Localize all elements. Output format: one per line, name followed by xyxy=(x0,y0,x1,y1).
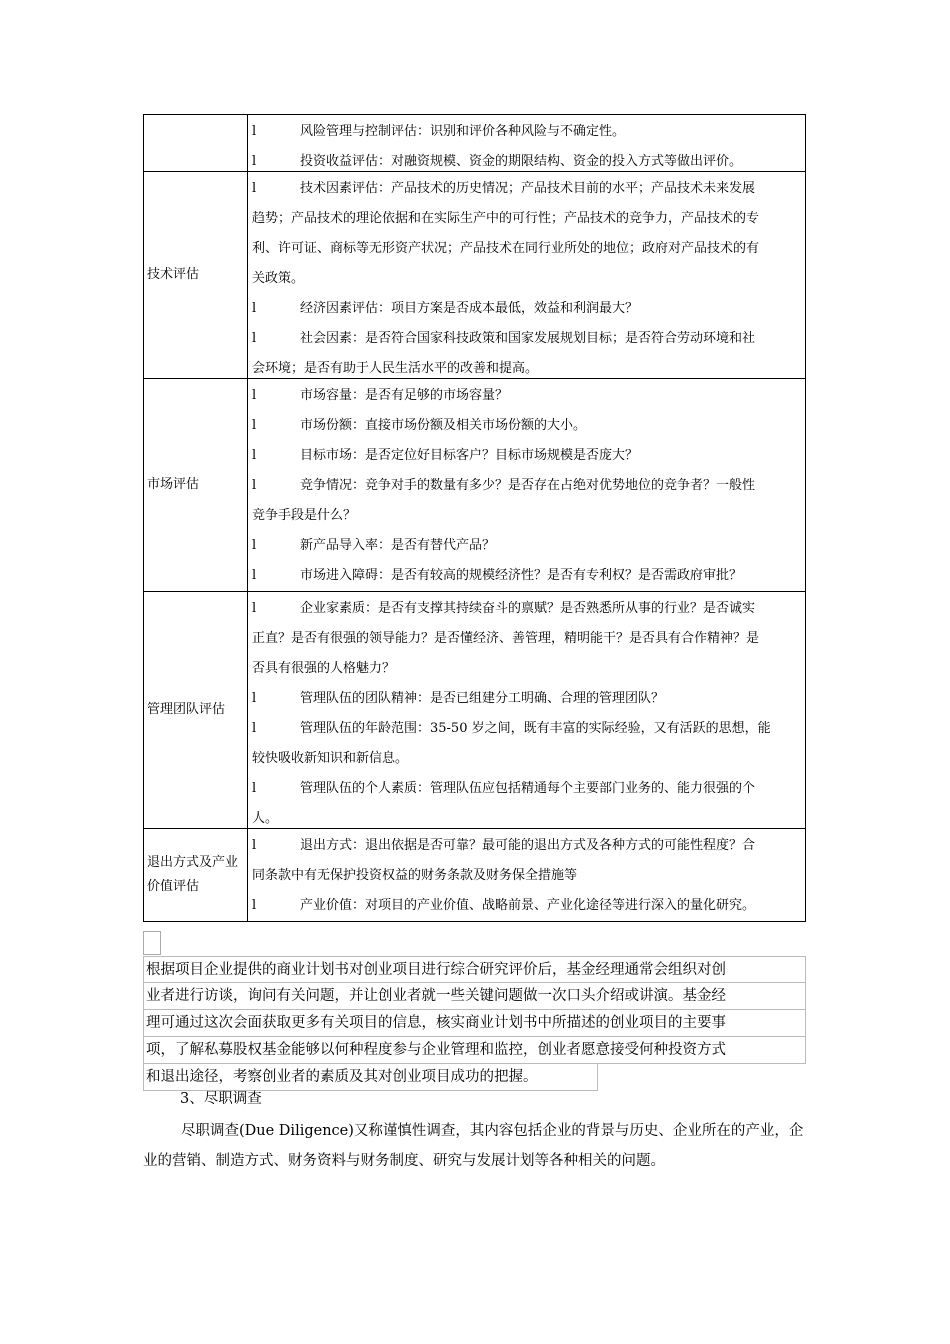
criteria-item xyxy=(252,147,805,171)
criteria-line xyxy=(252,147,805,171)
content-cell xyxy=(248,829,806,922)
criteria-line xyxy=(252,654,805,684)
table-row xyxy=(144,592,806,829)
criteria-text: 产业价值：对项目的产业价值、战略前景、产业化途径等进行深入的量化研究。 xyxy=(300,898,756,913)
bullet-marker: l xyxy=(252,331,257,346)
criteria-line xyxy=(252,204,805,234)
criteria-item xyxy=(252,324,805,378)
criteria-line xyxy=(252,234,805,264)
criteria-item xyxy=(252,441,805,471)
category-cell: 市场评估 xyxy=(144,379,248,592)
bullet-marker: l xyxy=(252,538,257,553)
criteria-text: 竞争情况：竞争对手的数量有多少？是否存在占绝对优势地位的竞争者？一般性 xyxy=(300,478,756,493)
content-cell xyxy=(248,172,806,379)
table-row xyxy=(144,115,806,172)
category-cell xyxy=(144,115,248,172)
summary-line: 业者进行访谈，询问有关问题，并让创业者就一些关键问题做一次口头介绍或讲演。基金经 xyxy=(143,983,806,1010)
bullet-marker: l xyxy=(252,124,257,139)
criteria-text: 投资收益评估：对融资规模、资金的期限结构、资金的投入方式等做出评价。 xyxy=(300,154,743,169)
criteria-item xyxy=(252,174,805,294)
bullet-marker: l xyxy=(252,838,257,853)
summary-line: 和退出途径，考察创业者的素质及其对创业项目成功的把握。 xyxy=(143,1064,598,1091)
category-cell: 退出方式及产业价值评估 xyxy=(144,829,248,922)
criteria-text: 市场进入障碍：是否有较高的规模经济性？是否有专利权？是否需政府审批？ xyxy=(300,568,743,583)
category-cell: 管理团队评估 xyxy=(144,592,248,829)
criteria-text: 目标市场：是否定位好目标客户？目标市场规模是否庞大？ xyxy=(300,448,639,463)
criteria-text: 利、许可证、商标等无形资产状况；产品技术在同行业所处的地位；政府对产品技术的有 xyxy=(252,241,760,256)
criteria-line xyxy=(252,471,805,501)
criteria-text: 较快吸收新知识和新信息。 xyxy=(252,751,409,766)
criteria-text: 正直？是否有很强的领导能力？是否懂经济、善管理，精明能干？是否具有合作精神？是 xyxy=(252,631,760,646)
criteria-line xyxy=(252,501,805,531)
empty-cell-box xyxy=(143,931,161,955)
criteria-text: 管理队伍的团队精神：是否已组建分工明确、合理的管理团队？ xyxy=(300,691,665,706)
criteria-text: 技术因素评估：产品技术的历史情况；产品技术目前的水平；产品技术未来发展 xyxy=(300,181,756,196)
criteria-line xyxy=(252,117,805,147)
criteria-text: 否具有很强的人格魅力？ xyxy=(252,661,396,676)
due-diligence-paragraph: 尽职调查(Due Diligence)又称谨慎性调查，其内容包括企业的背景与历史、企业所在的产业，企业的营销、制造方式、财务资料与财务制度、研究与发展计划等各种相关的问题。 xyxy=(143,1123,804,1169)
criteria-line xyxy=(252,684,805,714)
criteria-text: 管理队伍的个人素质：管理队伍应包括精通每个主要部门业务的、能力很强的个 xyxy=(300,781,756,796)
criteria-line xyxy=(252,381,805,411)
bullet-marker: l xyxy=(252,181,257,196)
bullet-marker: l xyxy=(252,478,257,493)
criteria-line xyxy=(252,354,805,378)
criteria-line xyxy=(252,804,805,828)
summary-line: 根据项目企业提供的商业计划书对创业项目进行综合研究评价后，基金经理通常会组织对创 xyxy=(143,956,806,983)
criteria-item xyxy=(252,561,805,591)
criteria-text: 竞争手段是什么？ xyxy=(252,508,357,523)
criteria-line xyxy=(252,774,805,804)
bullet-marker: l xyxy=(252,601,257,616)
criteria-text: 趋势；产品技术的理论依据和在实际生产中的可行性；产品技术的竞争力，产品技术的专 xyxy=(252,211,760,226)
criteria-text: 同条款中有无保护投资权益的财务条款及财务保全措施等 xyxy=(252,868,578,883)
content-cell xyxy=(248,379,806,592)
criteria-line xyxy=(252,531,805,561)
criteria-text: 会环境；是否有助于人民生活水平的改善和提高。 xyxy=(252,361,539,376)
criteria-line xyxy=(252,891,805,921)
criteria-line xyxy=(252,624,805,654)
criteria-item xyxy=(252,117,805,147)
criteria-line xyxy=(252,411,805,441)
summary-line: 理可通过这次会面获取更多有关项目的信息，核实商业计划书中所描述的创业项目的主要事 xyxy=(143,1010,806,1037)
table-row xyxy=(144,172,806,379)
criteria-text: 市场容量：是否有足够的市场容量？ xyxy=(300,388,509,403)
content-cell xyxy=(248,115,806,172)
bullet-marker: l xyxy=(252,691,257,706)
bullet-marker: l xyxy=(252,898,257,913)
criteria-item xyxy=(252,774,805,828)
bullet-marker: l xyxy=(252,721,257,736)
bullet-marker: l xyxy=(252,388,257,403)
criteria-line xyxy=(252,594,805,624)
criteria-line xyxy=(252,441,805,471)
criteria-text: 企业家素质：是否有支撑其持续奋斗的禀赋？是否熟悉所从事的行业？是否诚实 xyxy=(300,601,756,616)
table-row xyxy=(144,379,806,592)
table-row xyxy=(144,829,806,922)
section-heading: 3、尽职调查 xyxy=(180,1091,262,1107)
bullet-marker: l xyxy=(252,154,257,169)
criteria-item xyxy=(252,531,805,561)
criteria-text: 人。 xyxy=(252,811,279,826)
criteria-text: 市场份额：直接市场份额及相关市场份额的大小。 xyxy=(300,418,587,433)
category-cell: 技术评估 xyxy=(144,172,248,379)
criteria-item xyxy=(252,294,805,324)
bullet-marker: l xyxy=(252,781,257,796)
summary-paragraph xyxy=(143,956,806,1091)
criteria-text: 新产品导入率：是否有替代产品？ xyxy=(300,538,496,553)
criteria-item xyxy=(252,684,805,714)
criteria-line xyxy=(252,264,805,294)
bullet-marker: l xyxy=(252,418,257,433)
criteria-item xyxy=(252,471,805,531)
criteria-text: 社会因素：是否符合国家科技政策和国家发展规划目标；是否符合劳动环境和社 xyxy=(300,331,756,346)
criteria-line xyxy=(252,174,805,204)
content-cell xyxy=(248,592,806,829)
summary-line: 项，了解私募股权基金能够以何种程度参与企业管理和监控，创业者愿意接受何种投资方式 xyxy=(143,1037,806,1064)
evaluation-table xyxy=(143,114,806,922)
criteria-text: 关政策。 xyxy=(252,271,305,286)
criteria-text: 风险管理与控制评估：识别和评价各种风险与不确定性。 xyxy=(300,124,626,139)
criteria-line xyxy=(252,744,805,774)
criteria-line xyxy=(252,831,805,861)
criteria-line xyxy=(252,324,805,354)
criteria-text: 退出方式：退出依据是否可靠？最可能的退出方式及各种方式的可能性程度？合 xyxy=(300,838,756,853)
bullet-marker: l xyxy=(252,568,257,583)
criteria-text: 经济因素评估：项目方案是否成本最低，效益和利润最大？ xyxy=(300,301,639,316)
criteria-item xyxy=(252,411,805,441)
bullet-marker: l xyxy=(252,448,257,463)
criteria-line xyxy=(252,714,805,744)
criteria-item xyxy=(252,594,805,684)
criteria-item xyxy=(252,714,805,774)
criteria-item xyxy=(252,831,805,891)
criteria-line xyxy=(252,561,805,591)
criteria-item xyxy=(252,381,805,411)
bullet-marker: l xyxy=(252,301,257,316)
criteria-line xyxy=(252,294,805,324)
criteria-line xyxy=(252,861,805,891)
criteria-item xyxy=(252,891,805,921)
criteria-text: 管理队伍的年龄范围：35-50 岁之间，既有丰富的实际经验，又有活跃的思想，能 xyxy=(300,721,771,736)
